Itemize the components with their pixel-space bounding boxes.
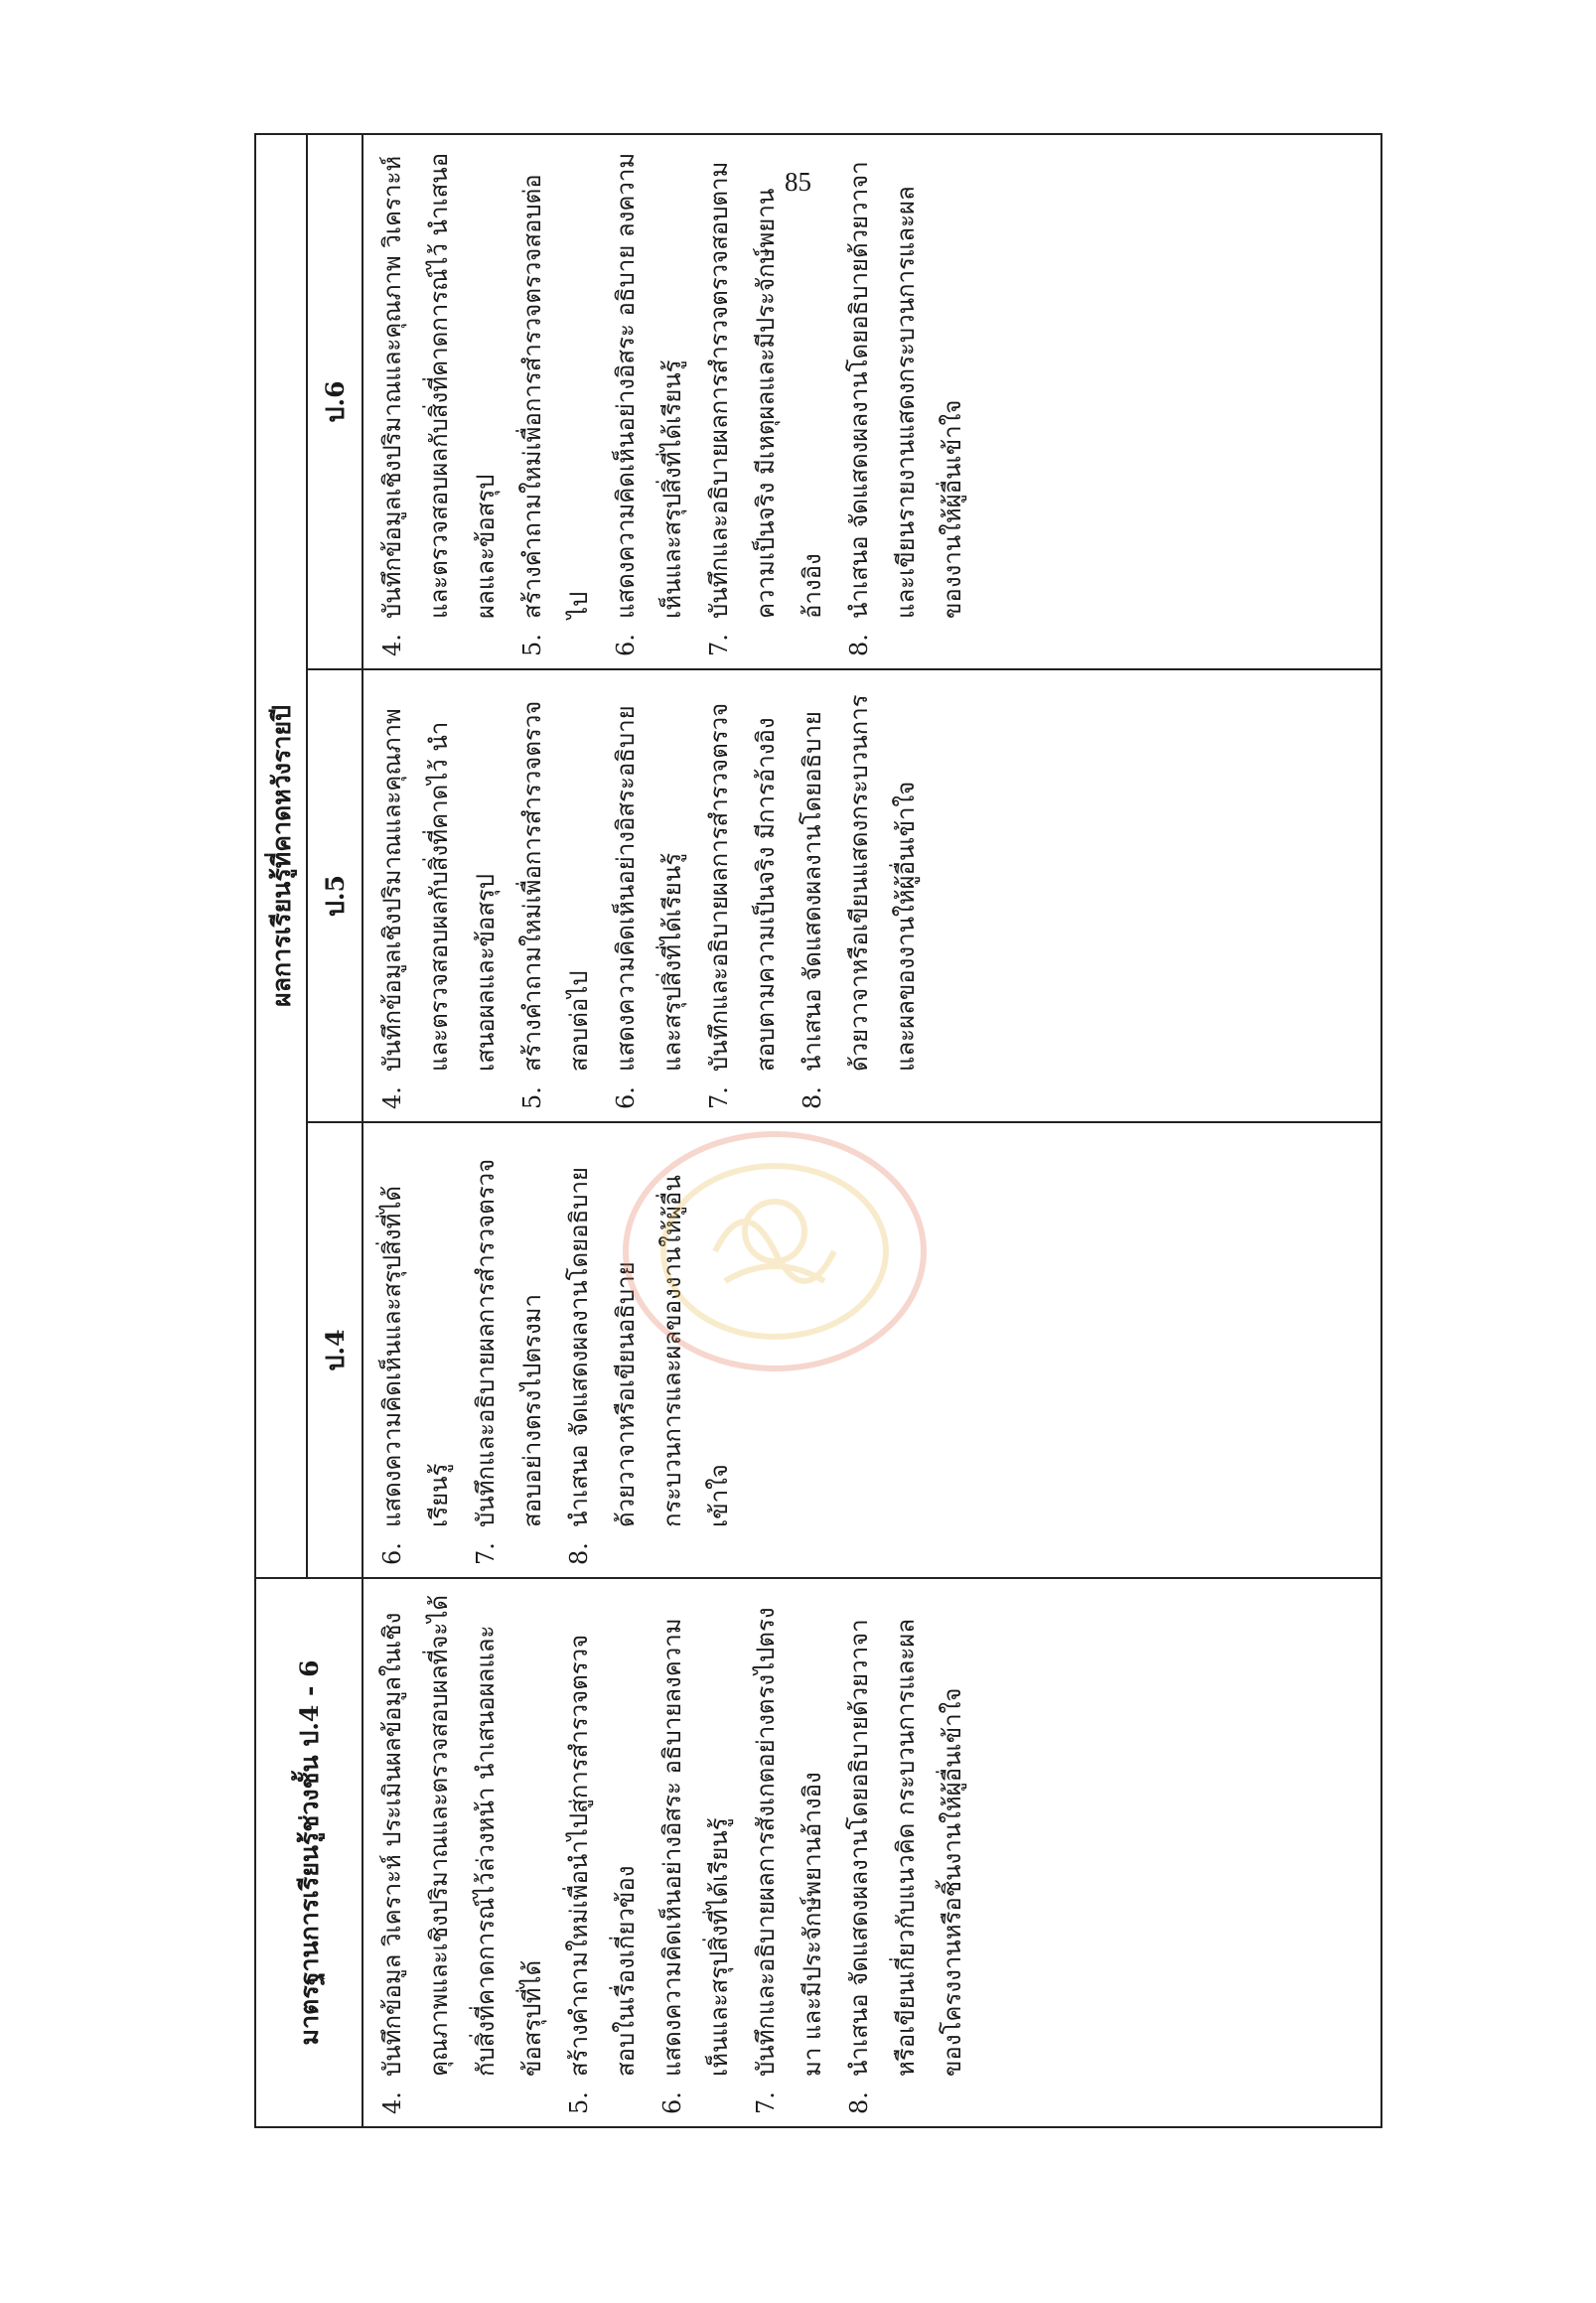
item-text: นำเสนอ จัดแสดงผลงานโดยอธิบายด้วยวาจาและเขียนรายงานแสดงกระบวนการและผลของงานให้ผู้อื่นเข้าใจ	[845, 161, 966, 619]
list-item	[696, 151, 836, 656]
header-grade-p6: ป.6	[307, 134, 363, 669]
grade-p5-cell	[363, 669, 1381, 1122]
item-number: 4.	[378, 2091, 406, 2114]
page-number: 85	[785, 167, 811, 197]
item-number: 5.	[565, 2091, 593, 2114]
item-text: บันทึกข้อมูลเชิงปริมาณและคุณภาพ วิเคราะห์และตรวจสอบผลกับสิ่งที่คาดการณ์ไว้ นำเสนอผลและข้อสรุป	[378, 152, 500, 619]
item-text: สร้างคำถามใหม่เพื่อการสำรวจตรวจสอบต่อไป	[518, 174, 593, 619]
grade-p4-cell	[363, 1122, 1381, 1578]
item-text: บันทึกและอธิบายผลการสำรวจตรวจสอบอย่างตรงไปตรงมา	[472, 1158, 546, 1527]
item-number: 5.	[518, 1086, 546, 1109]
item-number: 6.	[658, 2091, 686, 2114]
list-item	[836, 1595, 976, 2114]
list-item	[650, 1595, 743, 2114]
list-item	[369, 151, 509, 656]
list-item	[463, 1139, 556, 1565]
header-grade-p4: ป.4	[307, 1122, 363, 1578]
grade-p6-cell	[363, 134, 1381, 669]
list-item	[369, 1139, 463, 1565]
item-number: 8.	[845, 634, 873, 656]
item-number: 8.	[565, 1542, 593, 1565]
list-item	[743, 1595, 836, 2114]
item-text: นำเสนอ จัดแสดงผลงานโดยอธิบายด้วยวาจาหรือเขียนเกี่ยวกับแนวคิด กระบวนการและผลของโครงงานหรือชิ้นงานให้ผู้อื่นเข้าใจ	[845, 1618, 966, 2077]
list-item	[509, 151, 603, 656]
item-number: 7.	[472, 1542, 500, 1565]
list-item	[369, 686, 509, 1109]
item-text: บันทึกข้อมูลเชิงปริมาณและคุณภาพและตรวจสอบผลกับสิ่งที่คาดไว้ นำเสนอผลและข้อสรุป	[378, 708, 500, 1072]
item-text: บันทึกและอธิบายผลการสังเกตอย่างตรงไปตรงมา และมีประจักษ์พยานอ้างอิง	[752, 1607, 826, 2077]
header-expected-outcomes: ผลการเรียนรู้ที่คาดหวังรายปี	[255, 134, 307, 1578]
item-text: นำเสนอ จัดแสดงผลงานโดยอธิบายด้วยวาจาหรือเขียนแสดงกระบวนการและผลของงานให้ผู้อื่นเข้าใจ	[798, 694, 920, 1072]
item-number: 6.	[612, 634, 640, 656]
rotated-table-container	[254, 135, 1382, 2128]
item-number: 4.	[378, 1086, 406, 1109]
item-text: แสดงความคิดเห็นอย่างอิสระอธิบาย และสรุปสิ่งที่ได้เรียนรู้	[612, 705, 686, 1072]
list-item	[509, 686, 603, 1109]
item-number: 8.	[798, 1086, 826, 1109]
item-number: 6.	[612, 1086, 640, 1109]
item-text: นำเสนอ จัดแสดงผลงานโดยอธิบายด้วยวาจาหรือเขียนอธิบายกระบวนการและผลของงานให้ผู้อื่นเข้าใจ	[565, 1167, 733, 1527]
item-text: แสดงความคิดเห็นอย่างอิสระ อธิบายลงความเห็นและสรุปสิ่งที่ได้เรียนรู้	[658, 1618, 733, 2077]
item-text: สร้างคำถามใหม่เพื่อการสำรวจตรวจสอบต่อไป	[518, 700, 593, 1072]
item-text: บันทึกและอธิบายผลการสำรวจตรวจสอบตามความเป็นจริง มีเหตุผลและมีประจักษ์พยานอ้างอิง	[705, 161, 826, 619]
header-standard: มาตรฐานการเรียนรู้ช่วงชั้น ป.4 - 6	[255, 1578, 363, 2127]
item-text: บันทึกและอธิบายผลการสำรวจตรวจสอบตามความเป็นจริง มีการอ้างอิง	[705, 702, 780, 1072]
list-item	[603, 686, 696, 1109]
list-item	[836, 151, 976, 656]
standard-cell	[363, 1578, 1381, 2127]
item-text: แสดงความคิดเห็นและสรุปสิ่งที่ได้เรียนรู้	[378, 1185, 453, 1527]
list-item	[603, 151, 696, 656]
curriculum-table	[254, 133, 1382, 2128]
item-text: บันทึกข้อมูล วิเคราะห์ ประเมินผลข้อมูลในเชิงคุณภาพและเชิงปริมาณและตรวจสอบผลที่จะได้กับสิ่งที่คาดการณ์ไว้ล่วงหน้า นำเสนอผลและข้อสรุปที่ได้	[378, 1595, 546, 2077]
item-number: 5.	[518, 634, 546, 656]
list-item	[556, 1139, 743, 1565]
item-number: 8.	[845, 2091, 873, 2114]
item-text: สร้างคำถามใหม่เพื่อนำไปสู่การสำรวจตรวจสอบในเรื่องเกี่ยวข้อง	[565, 1634, 640, 2077]
list-item	[556, 1595, 650, 2114]
item-number: 6.	[378, 1542, 406, 1565]
item-number: 7.	[705, 1086, 733, 1109]
header-grade-p5: ป.5	[307, 669, 363, 1122]
item-number: 7.	[752, 2091, 780, 2114]
list-item	[790, 686, 930, 1109]
item-text: แสดงความคิดเห็นอย่างอิสระ อธิบาย ลงความเห็นและสรุปสิ่งที่ได้เรียนรู้	[612, 152, 686, 619]
item-number: 4.	[378, 634, 406, 656]
list-item	[369, 1595, 556, 2114]
item-number: 7.	[705, 634, 733, 656]
list-item	[696, 686, 790, 1109]
